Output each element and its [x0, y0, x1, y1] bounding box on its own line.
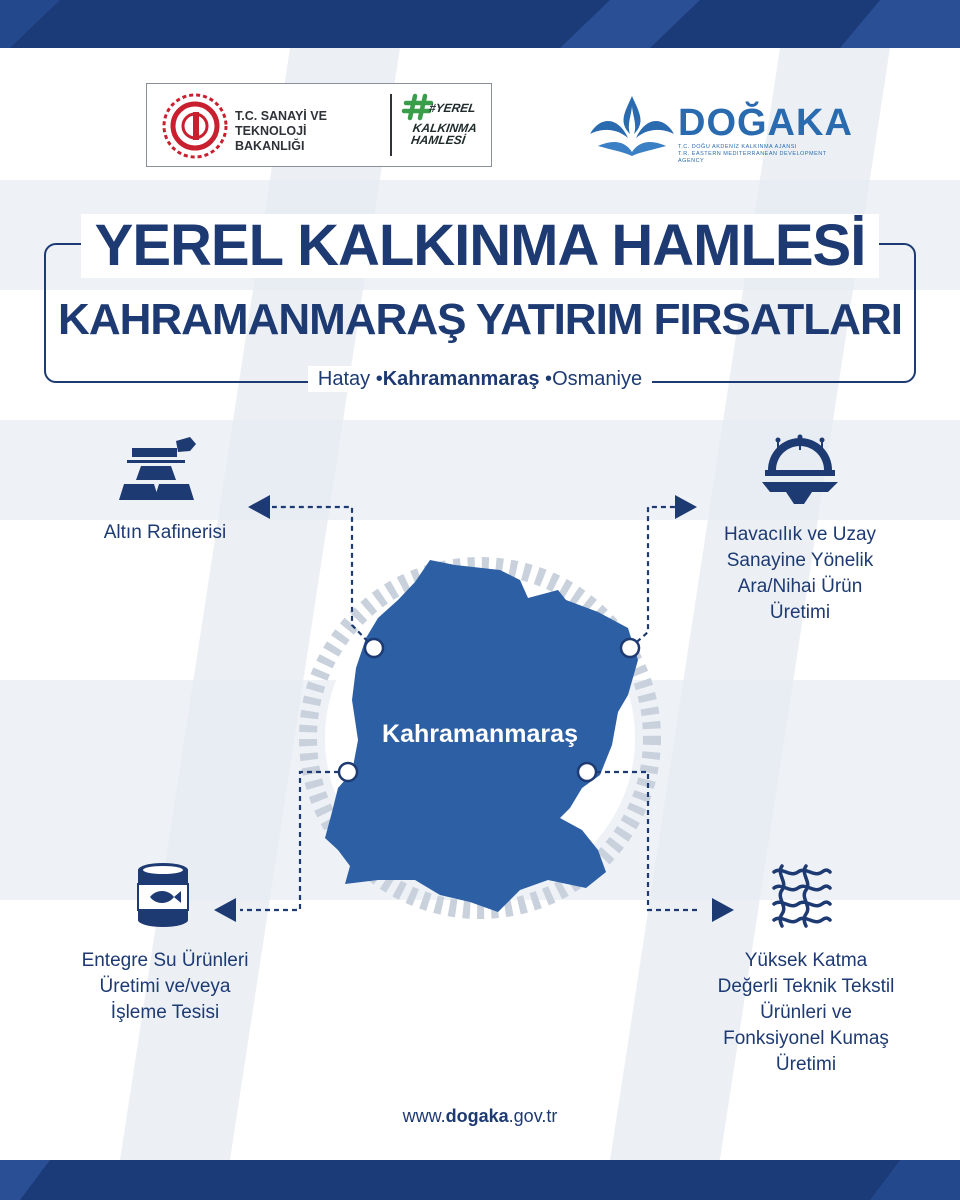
campaign-logo-text: #YEREL [428, 101, 477, 115]
agency-name: DOĞAKA [678, 102, 853, 144]
opportunity-aquaculture: Entegre Su Ürünleri Üretimi ve/veya İşleme Tesisi [81, 950, 249, 1023]
map-label: Kahramanmaraş [382, 720, 578, 748]
opportunity-textile: Yüksek Katma Değerli Teknik Tekstil Ürünleri ve Fonksiyonel Kumaş Üretimi [717, 950, 895, 1075]
campaign-logo-text: KALKINMA HAMLESİ [410, 121, 478, 147]
sub-title: KAHRAMANMARAŞ YATIRIM FIRSATLARI [58, 295, 902, 344]
footer-website-link[interactable]: www.dogaka.gov.tr [402, 1106, 558, 1126]
opportunity-gold-refinery: Altın Rafinerisi [103, 522, 227, 543]
main-title: YEREL KALKINMA HAMLESİ [44, 214, 916, 278]
opportunity-aerospace: Havacılık ve Uzay Sanayine Yönelik Ara/Nihai Ürün Üretimi [723, 524, 877, 623]
city-list: Hatay •Kahramanmaraş •Osmaniye [44, 366, 916, 392]
ministry-name: T.C. SANAYİ VE TEKNOLOJİ BAKANLIĞI [235, 109, 327, 153]
agency-subtitle: T.C. DOĞU AKDENİZ KALKINMA AJANSI T.R. EASTERN MEDITERRANEAN DEVELOPMENT AGENCY [678, 144, 827, 164]
